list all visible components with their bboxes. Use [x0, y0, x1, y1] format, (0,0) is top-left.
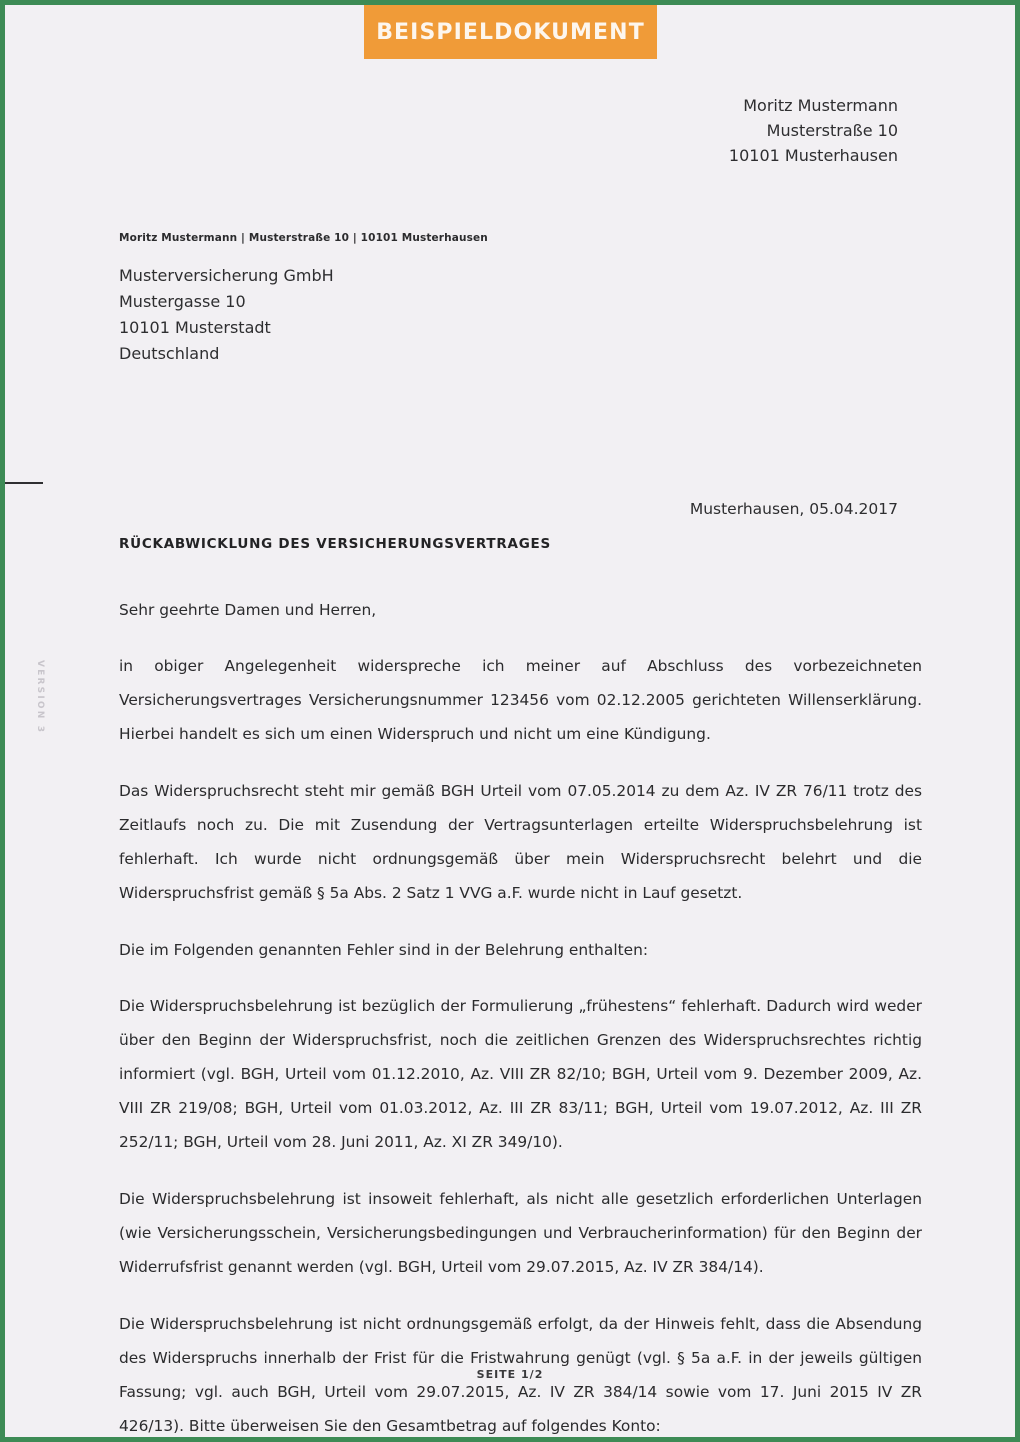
body-paragraph-1: in obiger Angelegenheit widerspreche ich meiner auf Abschluss des vorbezeichneten Versicherungsvertrages Versicherungsnummer 123456 vom 02.12.2005 gerichteten Willenserklärung. Hierbei handelt es sich um einen Widerspruch und nicht um eine Kündigung. — [119, 657, 922, 743]
version-margin-note: VERSION 3 — [35, 660, 45, 735]
sender-address-block — [729, 93, 898, 168]
recipient-address-block — [119, 263, 334, 367]
recipient-city: 10101 Musterstadt — [119, 318, 271, 337]
body-lead-in: Die im Folgenden genannten Fehler sind in der Belehrung enthalten: — [119, 941, 649, 959]
fold-mark — [5, 482, 43, 484]
page-footer: SEITE 1/2 — [476, 1368, 544, 1381]
body-paragraph-3: Die Widerspruchsbelehrung ist bezüglich der Formulierung „frühestens“ fehlerhaft. Dadurch wird weder über den Beginn der Widerspruchsfrist, noch die zeitlichen Grenzen des Widerspruchsrechtes richtig informiert (vgl. BGH, Urteil vom 01.12.2010, Az. VIII ZR 82/10; BGH, Urteil vom 9. Dezember 2009, Az. VIII ZR 219/08; BGH, Urteil vom 01.03.2012, Az. III ZR 83/11; BGH, Urteil vom 19.07.2012, Az. III ZR 252/11; BGH, Urteil vom 28. Juni 2011, Az. XI ZR 349/10). — [119, 997, 922, 1151]
body-paragraph-2: Das Widerspruchsrecht steht mir gemäß BGH Urteil vom 07.05.2014 zu dem Az. IV ZR 76/11 trotz des Zeitlaufs noch zu. Die mit Zusendung der Vertragsunterlagen erteilte Widerspruchsbelehrung ist fehlerhaft. Ich wurde nicht ordnungsgemäß über mein Widerspruchsrecht belehrt und die Widerspruchsfrist gemäß § 5a Abs. 2 Satz 1 VVG a.F. wurde nicht in Lauf gesetzt. — [119, 782, 922, 902]
recipient-country: Deutschland — [119, 344, 220, 363]
sender-street: Musterstraße 10 — [766, 121, 898, 140]
date-line: Musterhausen, 05.04.2017 — [689, 500, 898, 518]
return-address-line: Moritz Mustermann | Musterstraße 10 | 10101 Musterhausen — [119, 232, 488, 244]
sender-city: 10101 Musterhausen — [728, 146, 898, 165]
sample-document-banner — [364, 5, 657, 59]
body-paragraph-5: Die Widerspruchsbelehrung ist nicht ordnungsgemäß erfolgt, da der Hinweis fehlt, dass die Absendung des Widerspruchs innerhalb der Frist für die Fristwahrung genügt (vgl. § 5a a.F. in der jeweils gültigen Fassung; vgl. auch BGH, Urteil vom 29.07.2015, Az. IV ZR 384/14 sowie vom 17. Juni 2015 IV ZR 426/13). Bitte überweisen Sie den Gesamtbetrag auf folgendes Konto: — [119, 1315, 922, 1435]
letter-body — [119, 593, 922, 1442]
salutation: Sehr geehrte Damen und Herren, — [119, 601, 377, 619]
banner-label: BEISPIELDOKUMENT — [376, 19, 645, 45]
recipient-company: Musterversicherung GmbH — [119, 266, 334, 285]
recipient-street: Mustergasse 10 — [119, 292, 246, 311]
subject-heading: RÜCKABWICKLUNG DES VERSICHERUNGSVERTRAGES — [119, 536, 552, 552]
body-paragraph-4: Die Widerspruchsbelehrung ist insoweit fehlerhaft, als nicht alle gesetzlich erforderlichen Unterlagen (wie Versicherungsschein, Versicherungsbedingungen und Verbraucherinformation) für den Beginn der Widerrufsfrist genannt werden (vgl. BGH, Urteil vom 29.07.2015, Az. IV ZR 384/14). — [119, 1190, 922, 1276]
sender-name: Moritz Mustermann — [743, 96, 898, 115]
